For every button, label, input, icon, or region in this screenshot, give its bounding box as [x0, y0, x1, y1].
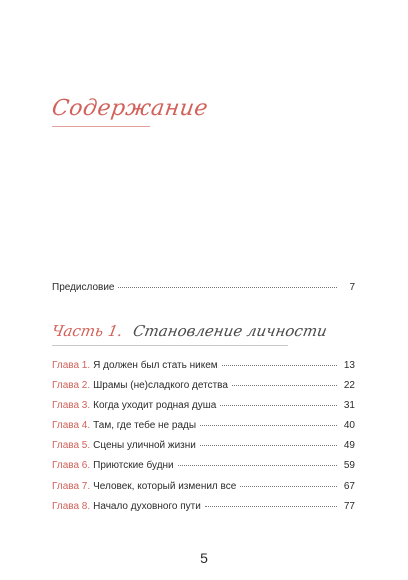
chapter-page-number: 40 [343, 420, 355, 431]
toc-entry-chapter-1[interactable] [52, 358, 355, 374]
toc-entry-chapter-5[interactable] [52, 438, 355, 454]
dot-leader [240, 486, 337, 487]
part-label: Часть 1. [50, 322, 125, 340]
chapter-page-number: 31 [343, 400, 355, 411]
chapter-page-number: 67 [343, 481, 355, 492]
contents-heading: Содержание [50, 96, 210, 121]
dot-leader [222, 365, 337, 366]
chapter-page-number: 77 [343, 501, 355, 512]
chapter-page-number: 13 [343, 360, 355, 371]
chapter-label: Глава 7. [52, 481, 91, 492]
chapter-label: Глава 5. [52, 440, 91, 451]
toc-entry-chapter-7[interactable] [52, 479, 355, 495]
toc-entry-chapter-3[interactable] [52, 398, 355, 414]
chapter-title: Я должен был стать никем [93, 360, 218, 371]
chapter-label: Глава 2. [52, 380, 91, 391]
toc-entry-chapter-8[interactable] [52, 499, 355, 515]
toc-entry-chapter-6[interactable] [52, 458, 355, 474]
toc-entry-chapter-2[interactable] [52, 378, 355, 394]
chapter-title: Приютские будни [93, 460, 174, 471]
chapter-label: Глава 3. [52, 400, 91, 411]
chapter-label: Глава 4. [52, 420, 91, 431]
toc-entry-preface[interactable] [52, 280, 355, 296]
part-title: Становление личности [131, 322, 329, 340]
chapter-title: Когда уходит родная душа [93, 400, 217, 411]
chapter-label: Глава 1. [52, 360, 91, 371]
chapter-title: Шрамы (не)сладкого детства [93, 380, 228, 391]
chapter-title: Начало духовного пути [93, 501, 201, 512]
preface-title: Предисловие [52, 282, 115, 293]
dot-leader [232, 385, 337, 386]
chapter-title: Там, где тебе не рады [93, 420, 197, 431]
chapter-label: Глава 8. [52, 501, 91, 512]
chapter-title: Человек, который изменил все [93, 481, 237, 492]
dot-leader [118, 287, 337, 288]
dot-leader [200, 425, 337, 426]
dot-leader [205, 506, 337, 507]
dot-leader [178, 465, 337, 466]
chapter-page-number: 49 [343, 440, 355, 451]
chapter-title: Сцены уличной жизни [93, 440, 196, 451]
toc-entry-chapter-4[interactable] [52, 418, 355, 434]
dot-leader [200, 445, 337, 446]
preface-page-number: 7 [349, 282, 355, 293]
dot-leader [220, 405, 337, 406]
part-heading [50, 322, 328, 340]
page-number: 5 [200, 550, 208, 566]
chapter-page-number: 59 [343, 460, 355, 471]
heading-underline [52, 126, 150, 127]
part-underline [52, 345, 288, 346]
chapter-label: Глава 6. [52, 460, 91, 471]
chapter-page-number: 22 [343, 380, 355, 391]
